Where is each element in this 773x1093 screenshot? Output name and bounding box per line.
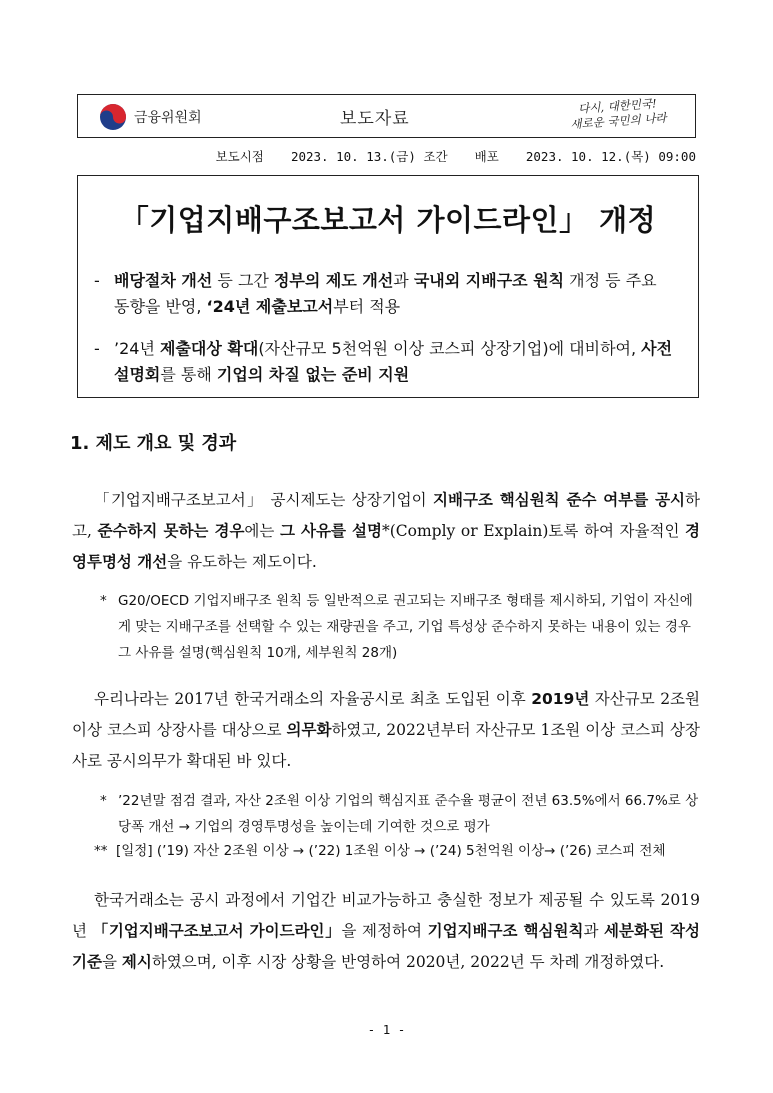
org-name: 금융위원회 <box>134 110 202 126</box>
slogan-line-1: 다시, 대한민국! <box>577 96 658 116</box>
body-paragraph-2 <box>72 684 700 777</box>
text-run: 등 그간 <box>212 271 274 290</box>
text-run: 을 유도하는 제도이다. <box>167 553 317 571</box>
text-run: 한국거래소는 공시 과정에서 기업간 비교가능하고 충실한 정보가 제공될 수 있도록 2019년 <box>72 891 700 940</box>
text-run: 을 제정하여 <box>341 922 428 940</box>
bold-text: 그 사유를 설명 <box>279 522 382 540</box>
slogan-calligraphy <box>549 94 687 133</box>
text-run: 과 <box>393 271 414 290</box>
embargo-label: 보도시점 <box>215 149 264 164</box>
text-run: 개정 등 주요 동향을 반영, <box>114 271 657 316</box>
footnote-text: G20/OECD 기업지배구조 원칙 등 일반적으로 권고되는 지배구조 형태를 제시하되, 기업이 자신에게 맞는 지배구조를 선택할 수 있는 재량권을 주고, 기업 특성상 준수하지 못하는 내용이 있는 경우 그 사유를 설명(핵심원칙 10개, 세부원칙 28개) <box>118 593 693 661</box>
footnote-text: ’22년말 점검 결과, 자산 2조원 이상 기업의 핵심지표 준수율 평균이 전년 63.5%에서 66.7%로 상당폭 개선 → 기업의 경영투명성을 높이는데 기여한 것으로 평가 <box>118 793 699 835</box>
text-run: 을 <box>101 953 122 971</box>
press-header <box>77 94 696 138</box>
slogan-line-2: 새로운 국민의 나라 <box>570 110 667 132</box>
title-box <box>77 175 699 398</box>
fsc-taegeuk-logo-icon <box>98 102 128 132</box>
distribution-value: 2023. 10. 12.(목) 09:00 <box>525 149 696 164</box>
section-heading: 1. 제도 개요 및 경과 <box>70 433 237 454</box>
text-run: 우리나라는 2017년 한국거래소의 자율공시로 최초 도입된 이후 <box>94 690 532 708</box>
text-run: 자산규모 2조원 이상 코스피 상장사를 대상으로 <box>72 690 700 739</box>
text-run: ’24년 <box>114 339 160 358</box>
release-info <box>216 147 696 165</box>
text-run: 하였고, 2022년부터 자산규모 1조원 이상 코스피 상장사로 공시의무가 확대된 바 있다. <box>72 721 700 770</box>
bold-text: 사전 설명회 <box>114 339 673 384</box>
text-run: *(Comply or Explain)토록 하여 자율적인 <box>381 522 686 540</box>
body-paragraph-3 <box>72 885 700 978</box>
bold-text: 정부의 제도 개선 <box>273 271 394 290</box>
bold-text: 준수하지 못하는 경우 <box>97 522 245 540</box>
summary-text <box>94 336 674 388</box>
bold-text: 세분화된 작성기준 <box>72 922 700 971</box>
body-paragraph-1 <box>72 485 700 578</box>
footnote-mark: * <box>100 793 107 809</box>
bold-text: 제출대상 확대 <box>160 339 259 358</box>
bold-text: 기업의 차질 없는 준비 지원 <box>216 365 410 384</box>
text-run: 「기업지배구조보고서」 <box>94 491 265 509</box>
footnote-2 <box>100 788 700 840</box>
distribution-label: 배포 <box>474 149 499 164</box>
text-run: 에는 <box>244 522 280 540</box>
bold-text: 제시 <box>121 953 152 971</box>
footnote-mark: ** <box>94 843 108 859</box>
bold-text: 지배구조 핵심원칙 준수 여부를 공시 <box>433 491 686 509</box>
summary-item-1 <box>94 268 674 320</box>
text-run: 에 대비하여, <box>548 339 642 358</box>
text-run: 과 <box>583 922 605 940</box>
summary-dash: - <box>94 271 100 290</box>
footnote-3 <box>94 838 700 864</box>
text-run: 부터 적용 <box>333 297 401 316</box>
text-run: (자산규모 5천억원 이상 코스피 상장기업) <box>258 339 549 358</box>
text-run: 하였으며, 이후 시장 상황을 반영하여 2020년, 2022년 두 차례 개정하였다. <box>151 953 665 971</box>
bold-text: 국내외 지배구조 원칙 <box>413 271 565 290</box>
text-run: 를 통해 <box>160 365 217 384</box>
bold-text: ‘24년 제출보고서 <box>206 297 334 316</box>
text-run: 공시제도는 상장기업이 <box>264 491 434 509</box>
bold-text: 경영투명성 개선 <box>72 522 701 571</box>
page-title: 「기업지배구조보고서 가이드라인」 개정 <box>119 203 657 237</box>
summary-text <box>94 268 674 320</box>
bold-text: 배당절차 개선 <box>114 271 213 290</box>
footnote-mark: * <box>100 593 107 609</box>
bold-text: 의무화 <box>286 721 332 739</box>
summary-item-2 <box>94 336 674 388</box>
bold-text: 「기업지배구조보고서 가이드라인」 <box>92 922 342 940</box>
bold-text: 2019년 <box>531 690 590 708</box>
text-run: 하고, <box>72 491 700 540</box>
bold-text: 기업지배구조 핵심원칙 <box>427 922 584 940</box>
footnote-1 <box>100 588 700 666</box>
summary-dash: - <box>94 339 100 358</box>
embargo-value: 2023. 10. 13.(금) 조간 <box>290 149 448 164</box>
page-number: - 1 - <box>367 1022 406 1037</box>
document-type: 보도자료 <box>340 109 410 129</box>
footnote-text: [일정] (’19) 자산 2조원 이상 → (’22) 1조원 이상 → (’24) 5천억원 이상→ (’26) 코스피 전체 <box>116 843 666 859</box>
